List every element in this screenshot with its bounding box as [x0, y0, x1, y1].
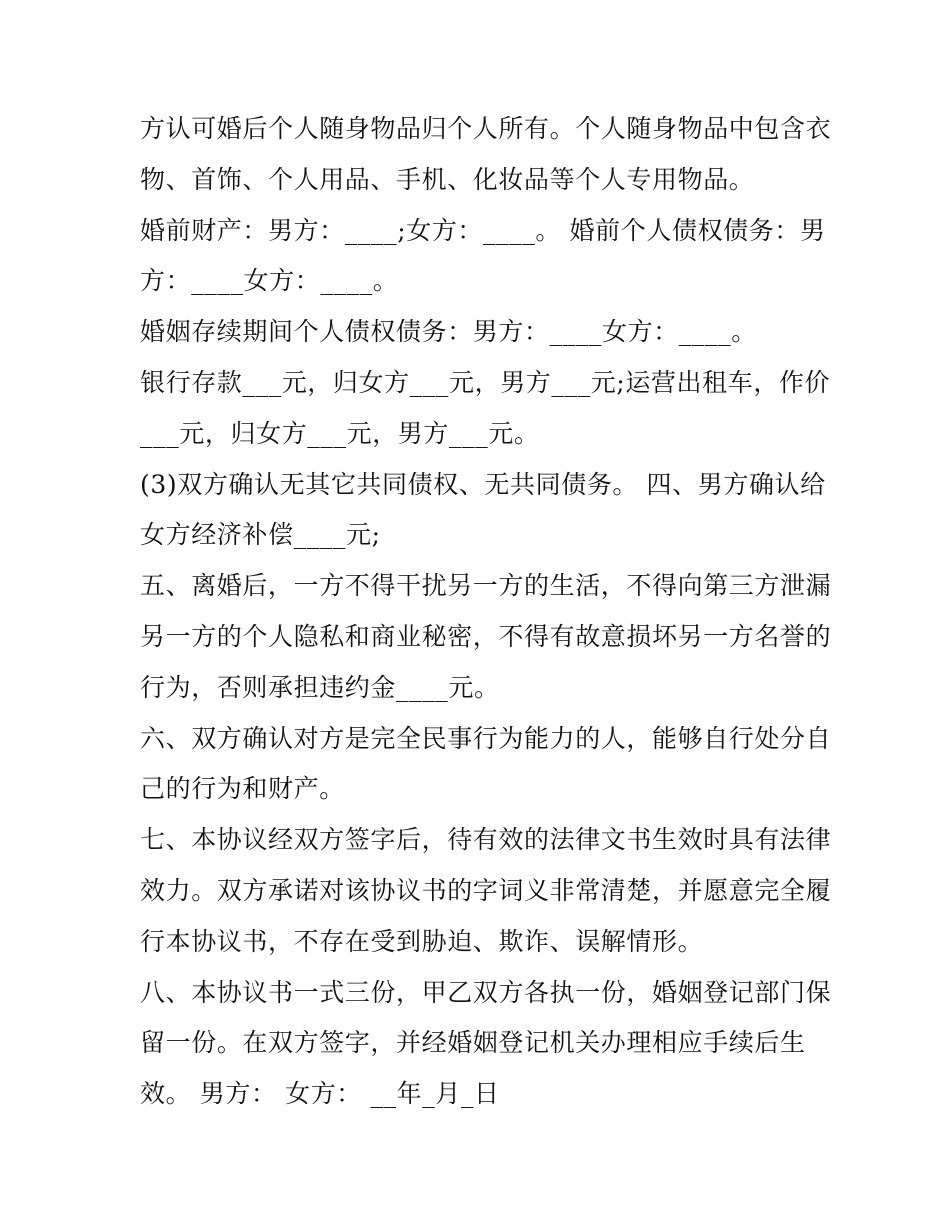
text-line: 方认可婚后个人随身物品归个人所有。个人随身物品中包含衣 [140, 114, 832, 143]
text-line: 银行存款___元，归女方___元，男方___元;运营出租车，作价 [140, 367, 831, 397]
text-line: ___元，归女方___元，男方___元。 [140, 418, 540, 448]
text-line: (3)双方确认无其它共同债权、无共同债务。 四、男方确认给 [140, 469, 826, 499]
text-line: 方：____女方：____。 [140, 266, 399, 296]
text-line: 女方经济补偿____元; [140, 520, 381, 550]
text-line: 行本协议书，不存在受到胁迫、欺诈、误解情形。 [140, 926, 704, 956]
text-line: 物、首饰、个人用品、手机、化妆品等个人专用物品。 [140, 164, 755, 194]
text-line: 六、双方确认对方是完全民事行为能力的人，能够自行处分自 [140, 723, 832, 753]
text-line: 另一方的个人隐私和商业秘密，不得有故意损坏另一方名誉的 [140, 621, 832, 651]
text-line: 留一份。在双方签字，并经婚姻登记机关办理相应手续后生 [140, 1028, 806, 1058]
document-body [140, 104, 832, 1120]
text-line: 七、本协议经双方签字后，待有效的法律文书生效时具有法律 [140, 825, 832, 855]
text-line: 己的行为和财产。 [140, 774, 345, 804]
text-line: 效。 男方： 女方： __年_月_日 [140, 1079, 500, 1109]
text-line: 行为，否则承担违约金____元。 [140, 672, 500, 702]
text-line: 婚姻存续期间个人债权债务：男方：____女方：____。 [140, 317, 757, 347]
text-line: 效力。双方承诺对该协议书的字词义非常清楚，并愿意完全履 [140, 875, 832, 905]
text-line: 五、离婚后，一方不得干扰另一方的生活，不得向第三方泄漏 [140, 571, 832, 601]
text-line: 婚前财产：男方：____;女方：____。 婚前个人债权债务：男 [140, 215, 826, 245]
text-line: 八、本协议书一式三份，甲乙双方各执一份，婚姻登记部门保 [140, 977, 832, 1007]
